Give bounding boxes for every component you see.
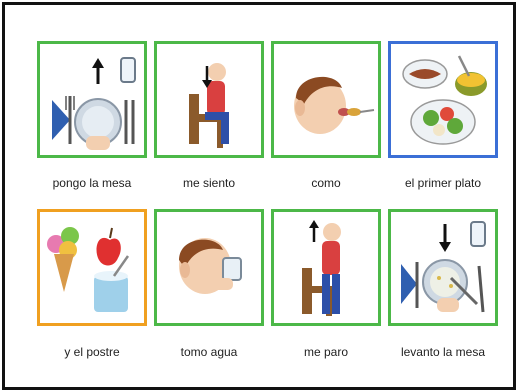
eat-icon <box>274 44 378 155</box>
card-label: levanto la mesa <box>400 345 486 359</box>
card-stand-up[interactable] <box>271 209 381 326</box>
stand-up-icon <box>274 212 378 323</box>
sit-down-icon <box>157 44 261 155</box>
card-label: pongo la mesa <box>52 176 132 190</box>
clear-table-icon <box>391 212 495 323</box>
card-label: me paro <box>303 345 349 359</box>
drink-water-icon <box>157 212 261 323</box>
card-label: el primer plato <box>404 176 482 190</box>
first-course-icon <box>391 44 495 155</box>
card-first-course[interactable] <box>388 41 498 158</box>
set-table-icon <box>40 44 144 155</box>
card-label: como <box>311 176 341 190</box>
card-label: tomo agua <box>180 345 238 359</box>
card-sit-down[interactable] <box>154 41 264 158</box>
dessert-icon <box>40 212 144 323</box>
card-label: me siento <box>182 176 236 190</box>
card-label: y el postre <box>64 345 120 359</box>
card-dessert[interactable] <box>37 209 147 326</box>
card-clear-table[interactable] <box>388 209 498 326</box>
card-drink-water[interactable] <box>154 209 264 326</box>
card-set-table[interactable] <box>37 41 147 158</box>
card-eat[interactable] <box>271 41 381 158</box>
